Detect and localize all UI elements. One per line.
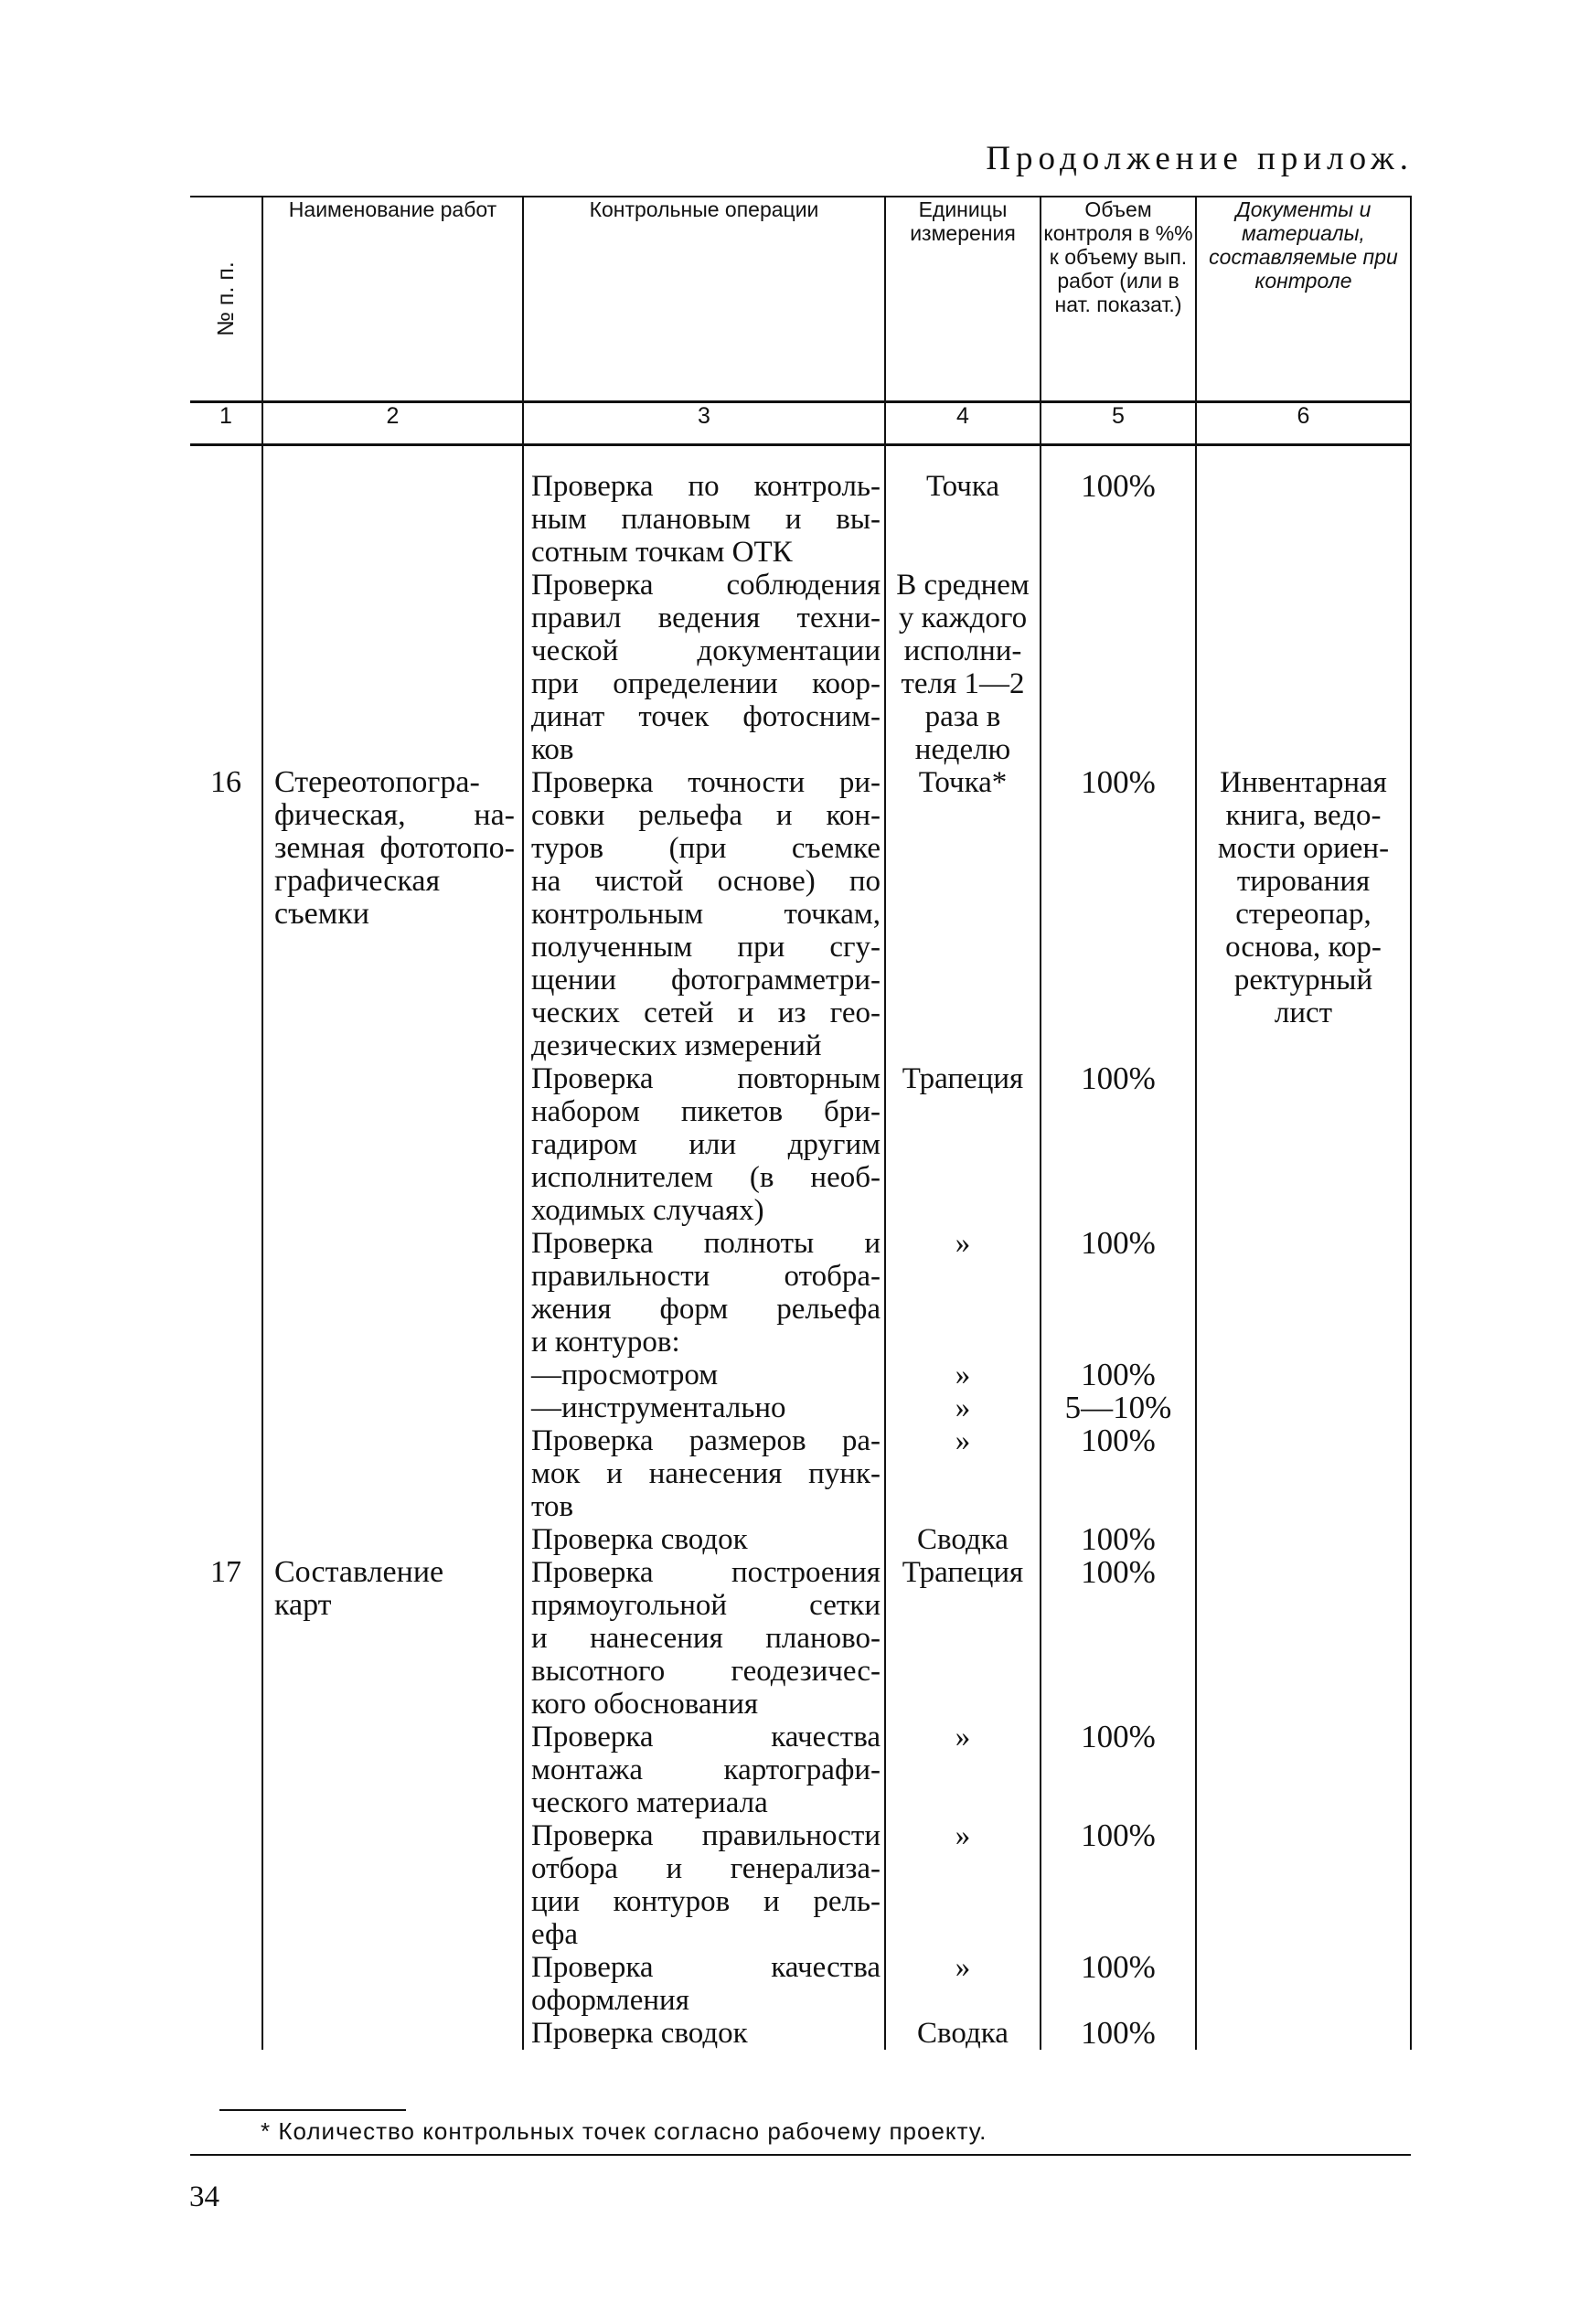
operation-line: туров (при съемке: [531, 832, 881, 865]
unit-line: Точка*: [918, 766, 1008, 799]
work-name-line: Составление: [274, 1555, 444, 1589]
volume-line: 100%: [1081, 1818, 1156, 1853]
operation-line: щении фотограмметри-: [531, 964, 881, 997]
volume-line: [1041, 1655, 1195, 1688]
row-number: 16: [210, 765, 241, 799]
operation-line: и контуров:: [531, 1326, 680, 1359]
row-number-cell: [190, 1556, 262, 2050]
col-header-name: Наименование работ: [262, 197, 523, 402]
volume-line: [1041, 1095, 1195, 1128]
volume-line: 100%: [1081, 1225, 1156, 1261]
volume-line: [1041, 799, 1195, 832]
volume-cell: [1041, 470, 1196, 1556]
row-number-cell: [190, 470, 262, 1556]
unit-line: неделю: [914, 733, 1011, 766]
work-name-cell: [262, 470, 523, 1556]
unit-line: [886, 1095, 1040, 1128]
operation-line: Проверка повторным: [531, 1062, 881, 1095]
work-name-line: съемки: [274, 897, 369, 931]
operation-line: Проверка качества: [531, 1721, 881, 1754]
operation-line: Проверка полноты и: [531, 1227, 881, 1260]
volume-line: [1041, 1754, 1195, 1786]
footnote-rule: [219, 2109, 406, 2111]
volume-line: [1041, 1852, 1195, 1885]
volume-line: [1041, 1457, 1195, 1490]
work-name-line: фическая, на-: [274, 798, 515, 832]
operation-line: ков: [531, 733, 574, 766]
volume-line: [1041, 569, 1195, 602]
operation-line: Проверка сводок: [531, 2017, 748, 2050]
volume-line: 100%: [1081, 1949, 1156, 1985]
unit-line: »: [955, 1721, 971, 1754]
spacer-row: [190, 445, 1411, 471]
operation-line: при определении коор-: [531, 667, 881, 700]
volume-line: 5—10%: [1064, 1390, 1172, 1425]
volume-line: [1041, 997, 1195, 1029]
volume-line: [1041, 1622, 1195, 1655]
volume-line: 100%: [1081, 764, 1156, 800]
operation-line: отбора и генерализа-: [531, 1852, 881, 1885]
operation-line: набором пикетов бри-: [531, 1095, 881, 1128]
document-line: книга, ведо-: [1225, 799, 1382, 832]
volume-line: [1041, 634, 1195, 667]
unit-line: [886, 536, 1040, 569]
column-number: 6: [1196, 402, 1411, 445]
bottom-rule: [190, 2154, 1411, 2156]
operation-line: полученным при сгу-: [531, 931, 881, 964]
volume-line: [1041, 1589, 1195, 1622]
operation-line: жения форм рельефа: [531, 1293, 881, 1326]
operation-line: ции контуров и рель-: [531, 1885, 881, 1918]
unit-line: [886, 832, 1040, 865]
unit-line: [886, 1326, 1040, 1359]
operation-line: ческой документации: [531, 634, 881, 667]
unit-line: [886, 1655, 1040, 1688]
volume-line: [1041, 1490, 1195, 1523]
volume-line: [1041, 1260, 1195, 1293]
operation-line: Проверка качества: [531, 1951, 881, 1984]
unit-line: [886, 799, 1040, 832]
unit-line: [886, 1490, 1040, 1523]
unit-line: [886, 964, 1040, 997]
operation-line: правильности отобра-: [531, 1260, 881, 1293]
operation-line: ческого материала: [531, 1786, 768, 1819]
unit-line: [886, 1688, 1040, 1721]
unit-line: теля 1—2: [901, 667, 1025, 700]
operation-line: мок и нанесения пунк-: [531, 1457, 881, 1490]
unit-line: Сводка: [917, 2017, 1009, 2050]
operation-line: —просмотром: [531, 1359, 719, 1391]
unit-line: [886, 1161, 1040, 1194]
volume-line: [1041, 700, 1195, 733]
operation-line: прямоугольной сетки: [531, 1589, 881, 1622]
operation-line: Проверка построения: [531, 1556, 881, 1589]
unit-line: у каждого: [898, 602, 1028, 634]
operation-line: исполнителем (в необ-: [531, 1161, 881, 1194]
unit-line: [886, 1194, 1040, 1227]
document-line: лист: [1274, 997, 1333, 1029]
unit-line: [886, 898, 1040, 931]
unit-line: [886, 1260, 1040, 1293]
unit-line: »: [955, 1227, 971, 1260]
volume-line: [1041, 1029, 1195, 1062]
operation-line: кого обоснования: [531, 1688, 759, 1721]
unit-line: [886, 1786, 1040, 1819]
work-name-line: карт: [274, 1588, 332, 1622]
operation-line: ческих сетей и из гео-: [531, 997, 881, 1029]
volume-line: 100%: [1081, 1521, 1156, 1557]
volume-line: [1041, 1326, 1195, 1359]
col-header-num: № п. п.: [190, 197, 262, 402]
documents-cell: [1196, 470, 1411, 1556]
unit-line: исполни-: [903, 634, 1022, 667]
operation-line: ефа: [531, 1918, 579, 1951]
unit-line: [886, 503, 1040, 536]
operation-line: Проверка соблюдения: [531, 569, 881, 602]
volume-line: [1041, 503, 1195, 536]
unit-line: Сводка: [917, 1523, 1009, 1556]
volume-line: [1041, 865, 1195, 898]
unit-line: [886, 931, 1040, 964]
unit-line: »: [955, 1359, 971, 1391]
volume-line: [1041, 832, 1195, 865]
unit-line: [886, 1885, 1040, 1918]
page-number: 34: [189, 2180, 219, 2213]
volume-line: [1041, 1161, 1195, 1194]
continuation-header: Продолжение прилож.: [986, 140, 1414, 177]
operation-line: Проверка размеров ра-: [531, 1424, 881, 1457]
volume-line: [1041, 1194, 1195, 1227]
volume-cell: [1041, 1556, 1196, 2050]
unit-line: »: [955, 1391, 971, 1424]
volume-line: [1041, 667, 1195, 700]
volume-line: [1041, 1918, 1195, 1951]
operation-line: динат точек фотосним-: [531, 700, 881, 733]
unit-line: В среднем: [896, 569, 1030, 602]
unit-line: [886, 1984, 1040, 2017]
col-header-ops: Контрольные операции: [523, 197, 885, 402]
footnote: * Количество контрольных точек согласно рабочему проекту.: [261, 2117, 987, 2145]
work-name-line: земная фототопо-: [274, 831, 515, 865]
volume-line: 100%: [1081, 1357, 1156, 1392]
unit-line: [886, 1293, 1040, 1326]
control-operations-table: [190, 196, 1412, 2050]
column-number: 4: [885, 402, 1041, 445]
volume-line: 100%: [1081, 1719, 1156, 1754]
document-line: Инвентарная: [1220, 766, 1387, 799]
operation-line: на чистой основе) по: [531, 865, 881, 898]
volume-line: [1041, 536, 1195, 569]
operation-line: тов: [531, 1490, 574, 1523]
operation-line: гадиром или другим: [531, 1128, 881, 1161]
operation-line: дезических измерений: [531, 1029, 822, 1062]
document-line: мости ориен-: [1217, 832, 1390, 865]
document-line: стереопар,: [1235, 898, 1372, 931]
work-name-cell: [262, 1556, 523, 2050]
document-line: основа, кор-: [1225, 931, 1382, 964]
operation-line: Проверка по контроль-: [531, 470, 881, 503]
col-header-docs: Документы и материалы, составляемые при контроле: [1196, 197, 1411, 402]
volume-line: [1041, 1885, 1195, 1918]
unit-line: [886, 1589, 1040, 1622]
unit-line: Точка: [925, 470, 1000, 503]
table-row: [190, 470, 1411, 1556]
units-cell: [885, 470, 1041, 1556]
operation-line: оформления: [531, 1984, 689, 2017]
unit-line: [886, 1457, 1040, 1490]
operation-line: Проверка правильности: [531, 1819, 881, 1852]
operations-cell: [523, 470, 885, 1556]
volume-line: [1041, 931, 1195, 964]
operations-cell: [523, 1556, 885, 2050]
column-number: 1: [190, 402, 262, 445]
volume-line: [1041, 602, 1195, 634]
column-number: 2: [262, 402, 523, 445]
documents-cell: [1196, 1556, 1411, 2050]
operation-line: правил ведения техни-: [531, 602, 881, 634]
column-number: 3: [523, 402, 885, 445]
operation-line: ным плановым и вы-: [531, 503, 881, 536]
col-header-units: Единицы измерения: [885, 197, 1041, 402]
operation-line: монтажа картографи-: [531, 1754, 881, 1786]
volume-line: [1041, 733, 1195, 766]
unit-line: [886, 1918, 1040, 1951]
volume-line: [1041, 1293, 1195, 1326]
operation-line: сотным точкам ОТК: [531, 536, 793, 569]
volume-line: [1041, 1786, 1195, 1819]
work-name-line: Стереотопогра-: [274, 765, 480, 799]
operation-line: Проверка точности ри-: [531, 766, 881, 799]
unit-line: [886, 1029, 1040, 1062]
header-row: [190, 197, 1411, 402]
document-line: тирования: [1236, 865, 1371, 898]
volume-line: 100%: [1081, 468, 1156, 504]
unit-line: »: [955, 1951, 971, 1984]
work-name-line: графическая: [274, 864, 441, 898]
operation-line: и нанесения планово-: [531, 1622, 881, 1655]
unit-line: [886, 1754, 1040, 1786]
unit-line: [886, 997, 1040, 1029]
units-cell: [885, 1556, 1041, 2050]
operation-line: —инструментально: [531, 1391, 786, 1424]
volume-line: [1041, 964, 1195, 997]
col-header-volume: Объем контроля в %% к объему вып. работ (или в нат. показат.): [1041, 197, 1196, 402]
volume-line: 100%: [1081, 2015, 1156, 2051]
operation-line: контрольным точкам,: [531, 898, 881, 931]
volume-line: [1041, 1128, 1195, 1161]
row-number: 17: [210, 1555, 241, 1589]
column-numbers-row: [190, 402, 1411, 445]
column-number: 5: [1041, 402, 1196, 445]
unit-line: »: [955, 1424, 971, 1457]
volume-line: 100%: [1081, 1061, 1156, 1096]
unit-line: [886, 1852, 1040, 1885]
unit-line: [886, 1128, 1040, 1161]
operation-line: Проверка сводок: [531, 1523, 748, 1556]
table-row: [190, 1556, 1411, 2050]
unit-line: [886, 1622, 1040, 1655]
document-line: ректурный: [1233, 964, 1373, 997]
operation-line: высотного геодезичес-: [531, 1655, 881, 1688]
operation-line: ходимых случаях): [531, 1194, 764, 1227]
volume-line: [1041, 1688, 1195, 1721]
volume-line: 100%: [1081, 1423, 1156, 1458]
unit-line: раза в: [924, 700, 1001, 733]
volume-line: [1041, 1984, 1195, 2017]
operation-line: совки рельефа и кон-: [531, 799, 881, 832]
unit-line: [886, 865, 1040, 898]
unit-line: Трапеция: [902, 1062, 1024, 1095]
unit-line: Трапеция: [902, 1556, 1024, 1589]
unit-line: »: [955, 1819, 971, 1852]
volume-line: [1041, 898, 1195, 931]
volume-line: 100%: [1081, 1554, 1156, 1590]
